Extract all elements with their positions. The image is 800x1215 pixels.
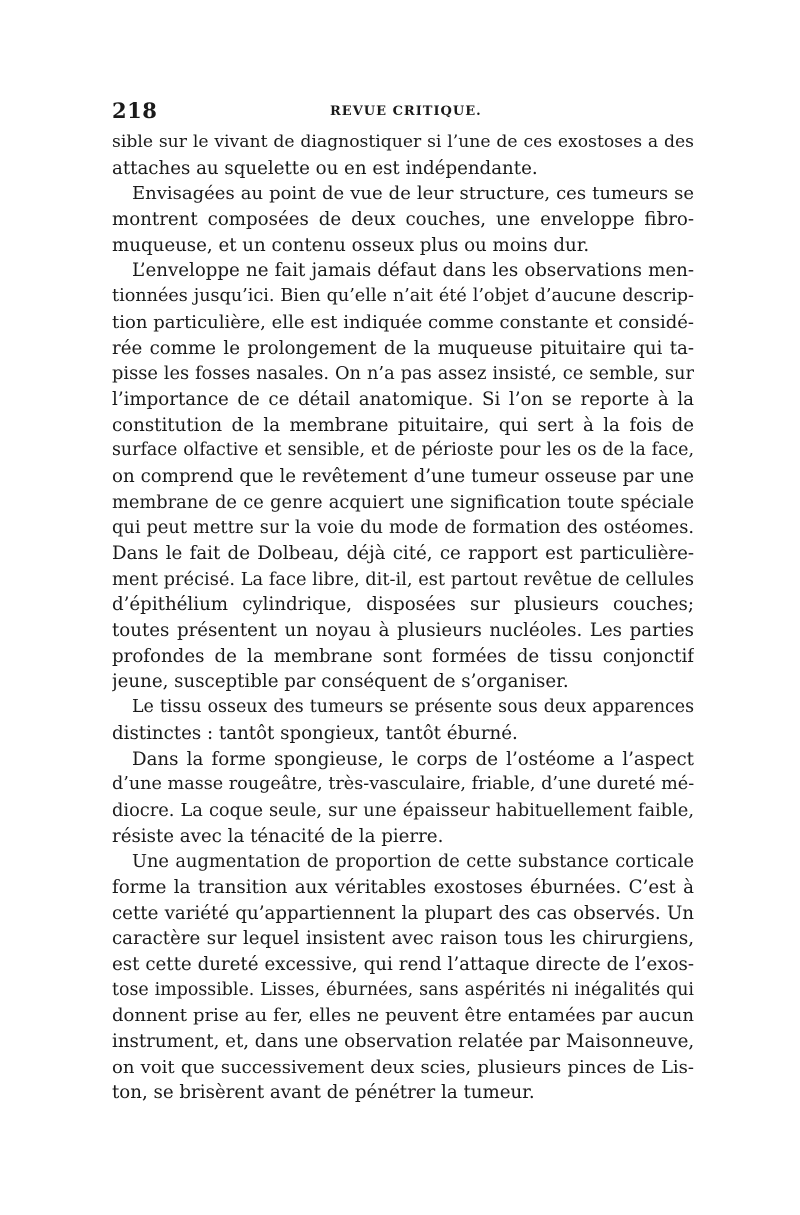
text-line: d’une masse rougeâtre, très-vasculaire, friable, d’une dureté mé- — [112, 774, 694, 795]
text-line: donnent prise au fer, elles ne peuvent être entamées par aucun — [112, 1005, 694, 1027]
text-line: attaches au squelette ou en est indépendante. — [112, 157, 538, 179]
text-line: est cette dureté excessive, qui rend l’attaque directe de l’exos- — [112, 954, 694, 975]
text-line: qui peut mettre sur la voie du mode de formation des ostéomes. — [112, 517, 694, 539]
text-line: sible sur le vivant de diagnostiquer si l’une de ces exostoses a des — [112, 132, 694, 152]
text-line: membrane de ce genre acquiert une signification toute spéciale — [112, 491, 694, 513]
text-line: caractère sur lequel insistent avec raison tous les chirurgiens, — [112, 928, 694, 950]
text-line: toutes présentent un noyau à plusieurs nucléoles. Les parties — [112, 620, 694, 642]
text-line: résiste avec la ténacité de la pierre. — [112, 825, 444, 847]
text-line: on comprend que le revêtement d’une tumeur osseuse par une — [112, 465, 694, 487]
text-line: d’épithélium cylindrique, disposées sur plusieurs couches; — [112, 594, 694, 616]
paragraph — [112, 849, 694, 1106]
page-header — [112, 98, 702, 128]
text-line: ment précisé. La face libre, dit-il, est partout revêtue de cellules — [112, 568, 694, 590]
text-line: tion particulière, elle est indiquée comme constante et considé- — [112, 311, 694, 333]
text-line: l’importance de ce détail anatomique. Si l’on se reporte à la — [112, 388, 694, 410]
text-line: instrument, et, dans une observation relatée par Maisonneuve, — [112, 1031, 694, 1053]
text-line: on voit que successivement deux scies, plusieurs pinces de Lis- — [112, 1056, 694, 1078]
text-line: tose impossible. Lisses, éburnées, sans aspérités ni inégalités qui — [112, 979, 694, 1000]
text-line: constitution de la membrane pituitaire, qui sert à la fois de — [112, 414, 694, 436]
text-line: Une augmentation de proportion de cette substance corticale — [132, 851, 694, 873]
body-text — [112, 130, 694, 1106]
paragraph — [112, 695, 694, 746]
running-head: REVUE CRITIQUE. — [330, 104, 482, 119]
text-line: rée comme le prolongement de la muqueuse pituitaire qui ta- — [112, 337, 694, 359]
text-line: distinctes : tantôt spongieux, tantôt éburné. — [112, 722, 518, 744]
text-line: ton, se brisèrent avant de pénétrer la tumeur. — [112, 1082, 535, 1104]
text-line: diocre. La coque seule, sur une épaisseur habituellement faible, — [112, 799, 694, 821]
text-line: L’enveloppe ne fait jamais défaut dans les observations men- — [132, 260, 694, 282]
text-line: pisse les fosses nasales. On n’a pas assez insisté, ce semble, sur — [112, 363, 694, 385]
paragraph — [112, 747, 694, 850]
paragraph — [112, 181, 694, 258]
text-line: Dans la forme spongieuse, le corps de l’ostéome a l’aspect — [132, 748, 694, 770]
text-line: surface olfactive et sensible, et de périoste pour les os de la face, — [112, 440, 694, 461]
text-line: Dans le fait de Dolbeau, déjà cité, ce rapport est particulière- — [112, 543, 694, 564]
paragraph — [112, 258, 694, 695]
page-number: 218 — [112, 98, 158, 123]
text-line: cette variété qu’appartiennent la plupart des cas observés. Un — [112, 902, 694, 924]
text-line: Le tissu osseux des tumeurs se présente sous deux apparences — [132, 697, 694, 718]
paragraph — [112, 130, 694, 181]
text-line: Envisagées au point de vue de leur structure, ces tumeurs se — [132, 183, 694, 205]
text-line: muqueuse, et un contenu osseux plus ou moins dur. — [112, 234, 590, 256]
text-line: forme la transition aux véritables exostoses éburnées. C’est à — [112, 876, 694, 898]
text-line: profondes de la membrane sont formées de tissu conjonctif — [112, 645, 694, 667]
text-line: jeune, susceptible par conséquent de s’organiser. — [112, 671, 569, 693]
text-line: tionnées jusqu’ici. Bien qu’elle n’ait été l’objet d’aucune descrip- — [112, 286, 694, 307]
text-line: montrent composées de deux couches, une enveloppe fibro- — [112, 209, 694, 231]
